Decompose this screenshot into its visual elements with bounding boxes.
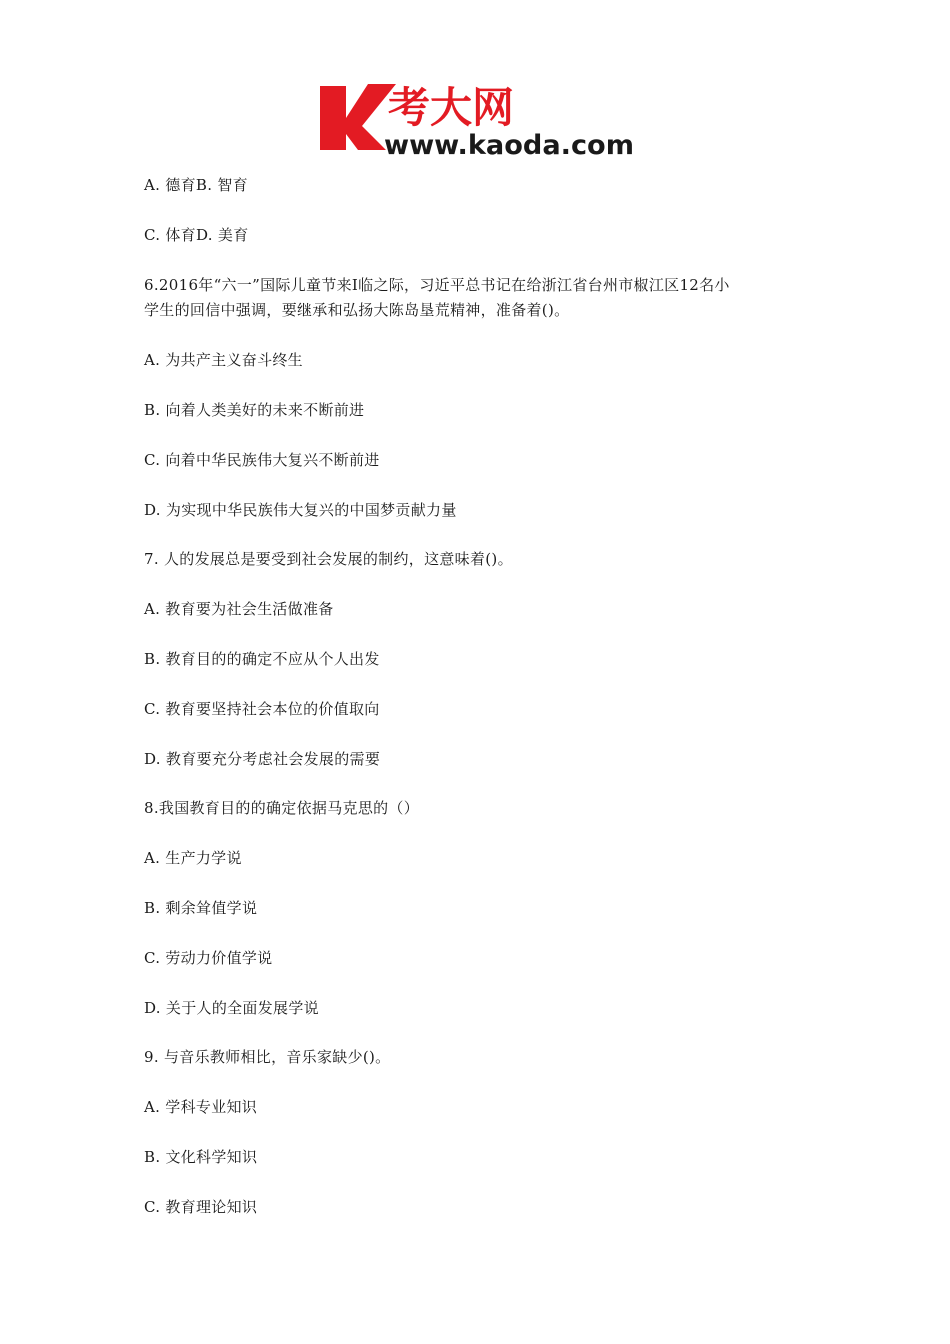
question-line: 8.我国教育目的的确定依据马克思的（） [144, 799, 420, 817]
question-line: 6.2016年“六一”国际儿童节来I临之际，习近平总书记在给浙江省台州市椒江区12名小 [144, 276, 730, 294]
option-line: A. 学科专业知识 [144, 1098, 258, 1116]
option-line: C. 教育要坚持社会本位的价值取向 [144, 700, 380, 718]
option-line: C. 劳动力价值学说 [144, 949, 273, 967]
option-line: D. 为实现中华民族伟大复兴的中国梦贡献力量 [144, 501, 457, 519]
option-line: D. 教育要充分考虑社会发展的需要 [144, 750, 381, 768]
option-line: C. 体育D. 美育 [144, 226, 249, 244]
option-line: B. 教育目的的确定不应从个人出发 [144, 650, 380, 668]
question-line: 7. 人的发展总是要受到社会发展的制约，这意味着()。 [144, 550, 513, 568]
option-line: B. 向着人类美好的未来不断前进 [144, 401, 365, 419]
question-line: 学生的回信中强调，要继承和弘扬大陈岛垦荒精神，准备着()。 [144, 301, 570, 319]
option-line: A. 德育B. 智育 [144, 176, 248, 194]
option-line: A. 为共产主义奋斗终生 [144, 351, 303, 369]
logo-cn-text: 考大网 [388, 83, 515, 132]
logo-url-text: www.kaoda.com [384, 130, 634, 160]
option-line: D. 关于人的全面发展学说 [144, 999, 319, 1017]
kaoda-logo [318, 78, 640, 160]
option-line: C. 教育理论知识 [144, 1198, 258, 1216]
option-line: B. 文化科学知识 [144, 1148, 258, 1166]
option-line: C. 向着中华民族伟大复兴不断前进 [144, 451, 380, 469]
option-line: A. 教育要为社会生活做准备 [144, 600, 334, 618]
option-line: B. 剩余耸值学说 [144, 899, 258, 917]
option-line: A. 生产力学说 [144, 849, 242, 867]
question-line: 9. 与音乐教师相比，音乐家缺少()。 [144, 1048, 391, 1066]
kaoda-logo-graphic [318, 78, 640, 160]
